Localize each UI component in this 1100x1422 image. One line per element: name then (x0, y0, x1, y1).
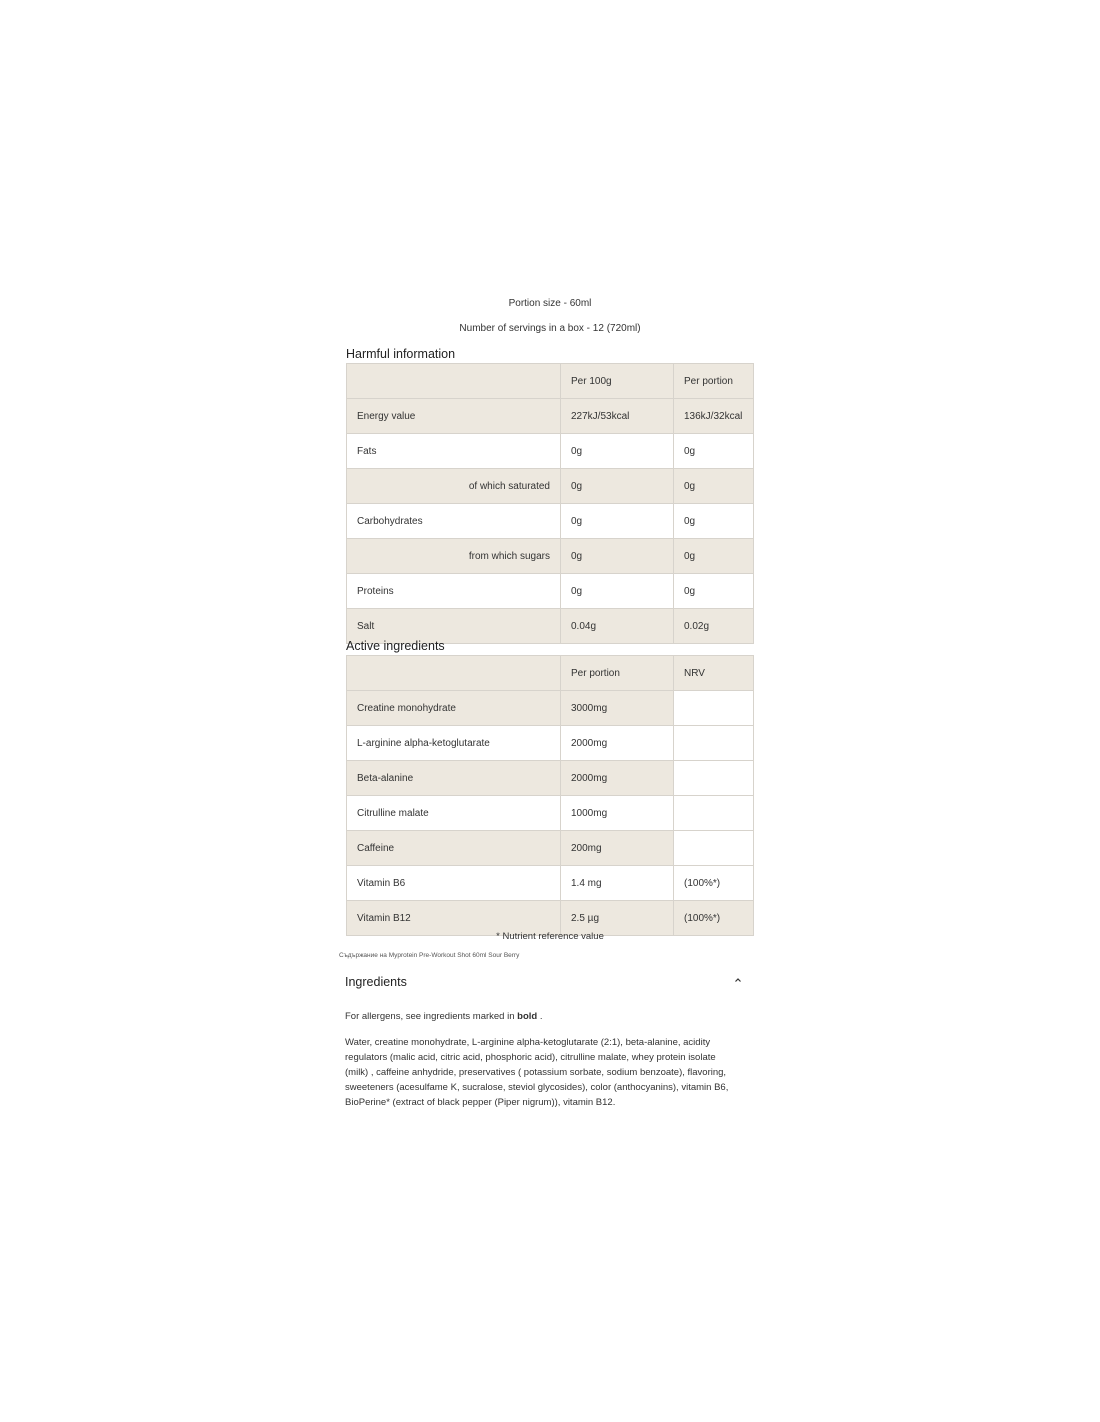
row-nrv (674, 691, 754, 726)
product-caption: Съдържание на Myprotein Pre-Workout Shot 60ml Sour Berry (339, 952, 520, 959)
row-per-portion: 2000mg (561, 761, 674, 796)
table-row (347, 539, 754, 574)
table-row (347, 434, 754, 469)
row-nrv (674, 831, 754, 866)
header-cell-nrv: NRV (674, 656, 754, 691)
row-label: Fats (347, 434, 561, 469)
row-per-portion: 3000mg (561, 691, 674, 726)
nrv-footnote: * Nutrient reference value (496, 931, 604, 942)
row-label: Citrulline malate (347, 796, 561, 831)
row-per-portion: 200mg (561, 831, 674, 866)
table-row (347, 796, 754, 831)
row-nrv (674, 761, 754, 796)
row-label: Beta-alanine (347, 761, 561, 796)
row-label: Energy value (347, 399, 561, 434)
header-cell-per100g: Per 100g (561, 364, 674, 399)
row-per-portion: 0g (674, 469, 754, 504)
active-ingredients-title: Active ingredients (346, 639, 445, 653)
row-nrv (674, 726, 754, 761)
row-label: Salt (347, 609, 561, 644)
table-row (347, 691, 754, 726)
row-nrv: (100%*) (674, 866, 754, 901)
row-label: Proteins (347, 574, 561, 609)
ingredients-text: Water, creatine monohydrate, L-arginine alpha-ketoglutarate (2:1), beta-alanine, acidity regulators (malic acid, citric acid, phosphoric acid), citrulline malate, whey protein isolate (milk) , caffeine anhydride, preservatives ( potassium sorbate, sodium benzoate), flavoring, sweeteners (acesulfame K, sucralose, steviol glycosides), color (anthocyanins), vitamin B6, BioPerine* (extract of black pepper (Piper nigrum)), vitamin B12. (345, 1037, 729, 1108)
allergen-note (345, 1011, 543, 1022)
harmful-information-table (346, 363, 754, 644)
row-per-portion: 136kJ/32kcal (674, 399, 754, 434)
row-per100g: 0.04g (561, 609, 674, 644)
row-per-portion: 0g (674, 574, 754, 609)
row-per-portion: 1000mg (561, 796, 674, 831)
table-header-row (347, 364, 754, 399)
table-row (347, 866, 754, 901)
servings-line: Number of servings in a box - 12 (720ml) (459, 323, 641, 334)
table-row (347, 831, 754, 866)
header-cell-per-portion: Per portion (674, 364, 754, 399)
ingredients-title[interactable]: Ingredients (345, 975, 407, 989)
allergen-bold: bold (517, 1011, 538, 1022)
harmful-information-title: Harmful information (346, 347, 456, 361)
allergen-suffix: . (537, 1011, 543, 1022)
table-row (347, 504, 754, 539)
row-per-portion: 2.5 µg (561, 901, 674, 936)
header-cell-per-portion: Per portion (561, 656, 674, 691)
row-per-portion: 2000mg (561, 726, 674, 761)
header-cell-label (347, 656, 561, 691)
row-nrv: (100%*) (674, 901, 754, 936)
row-per-portion: 0.02g (674, 609, 754, 644)
row-per-portion: 1.4 mg (561, 866, 674, 901)
row-label: Vitamin B12 (347, 901, 561, 936)
table-row (347, 469, 754, 504)
row-per-portion: 0g (674, 434, 754, 469)
table-row (347, 761, 754, 796)
active-ingredients-table (346, 655, 754, 936)
row-per100g: 227kJ/53kcal (561, 399, 674, 434)
row-per-portion: 0g (674, 504, 754, 539)
row-per100g: 0g (561, 469, 674, 504)
portion-size-line: Portion size - 60ml (508, 298, 592, 309)
table-row (347, 399, 754, 434)
chevron-up-icon-svg (733, 975, 743, 985)
row-label: from which sugars (347, 539, 561, 574)
chevron-up-icon[interactable] (733, 975, 743, 988)
row-per100g: 0g (561, 434, 674, 469)
row-per-portion: 0g (674, 539, 754, 574)
row-label: of which saturated (347, 469, 561, 504)
row-label: L-arginine alpha-ketoglutarate (347, 726, 561, 761)
table-header-row (347, 656, 754, 691)
row-label: Vitamin B6 (347, 866, 561, 901)
allergen-prefix: For allergens, see ingredients marked in (345, 1011, 518, 1022)
table-row (347, 726, 754, 761)
row-per100g: 0g (561, 539, 674, 574)
row-per100g: 0g (561, 574, 674, 609)
header-cell-label (347, 364, 561, 399)
row-per100g: 0g (561, 504, 674, 539)
row-label: Carbohydrates (347, 504, 561, 539)
table-row (347, 574, 754, 609)
row-label: Caffeine (347, 831, 561, 866)
row-label: Creatine monohydrate (347, 691, 561, 726)
row-nrv (674, 796, 754, 831)
